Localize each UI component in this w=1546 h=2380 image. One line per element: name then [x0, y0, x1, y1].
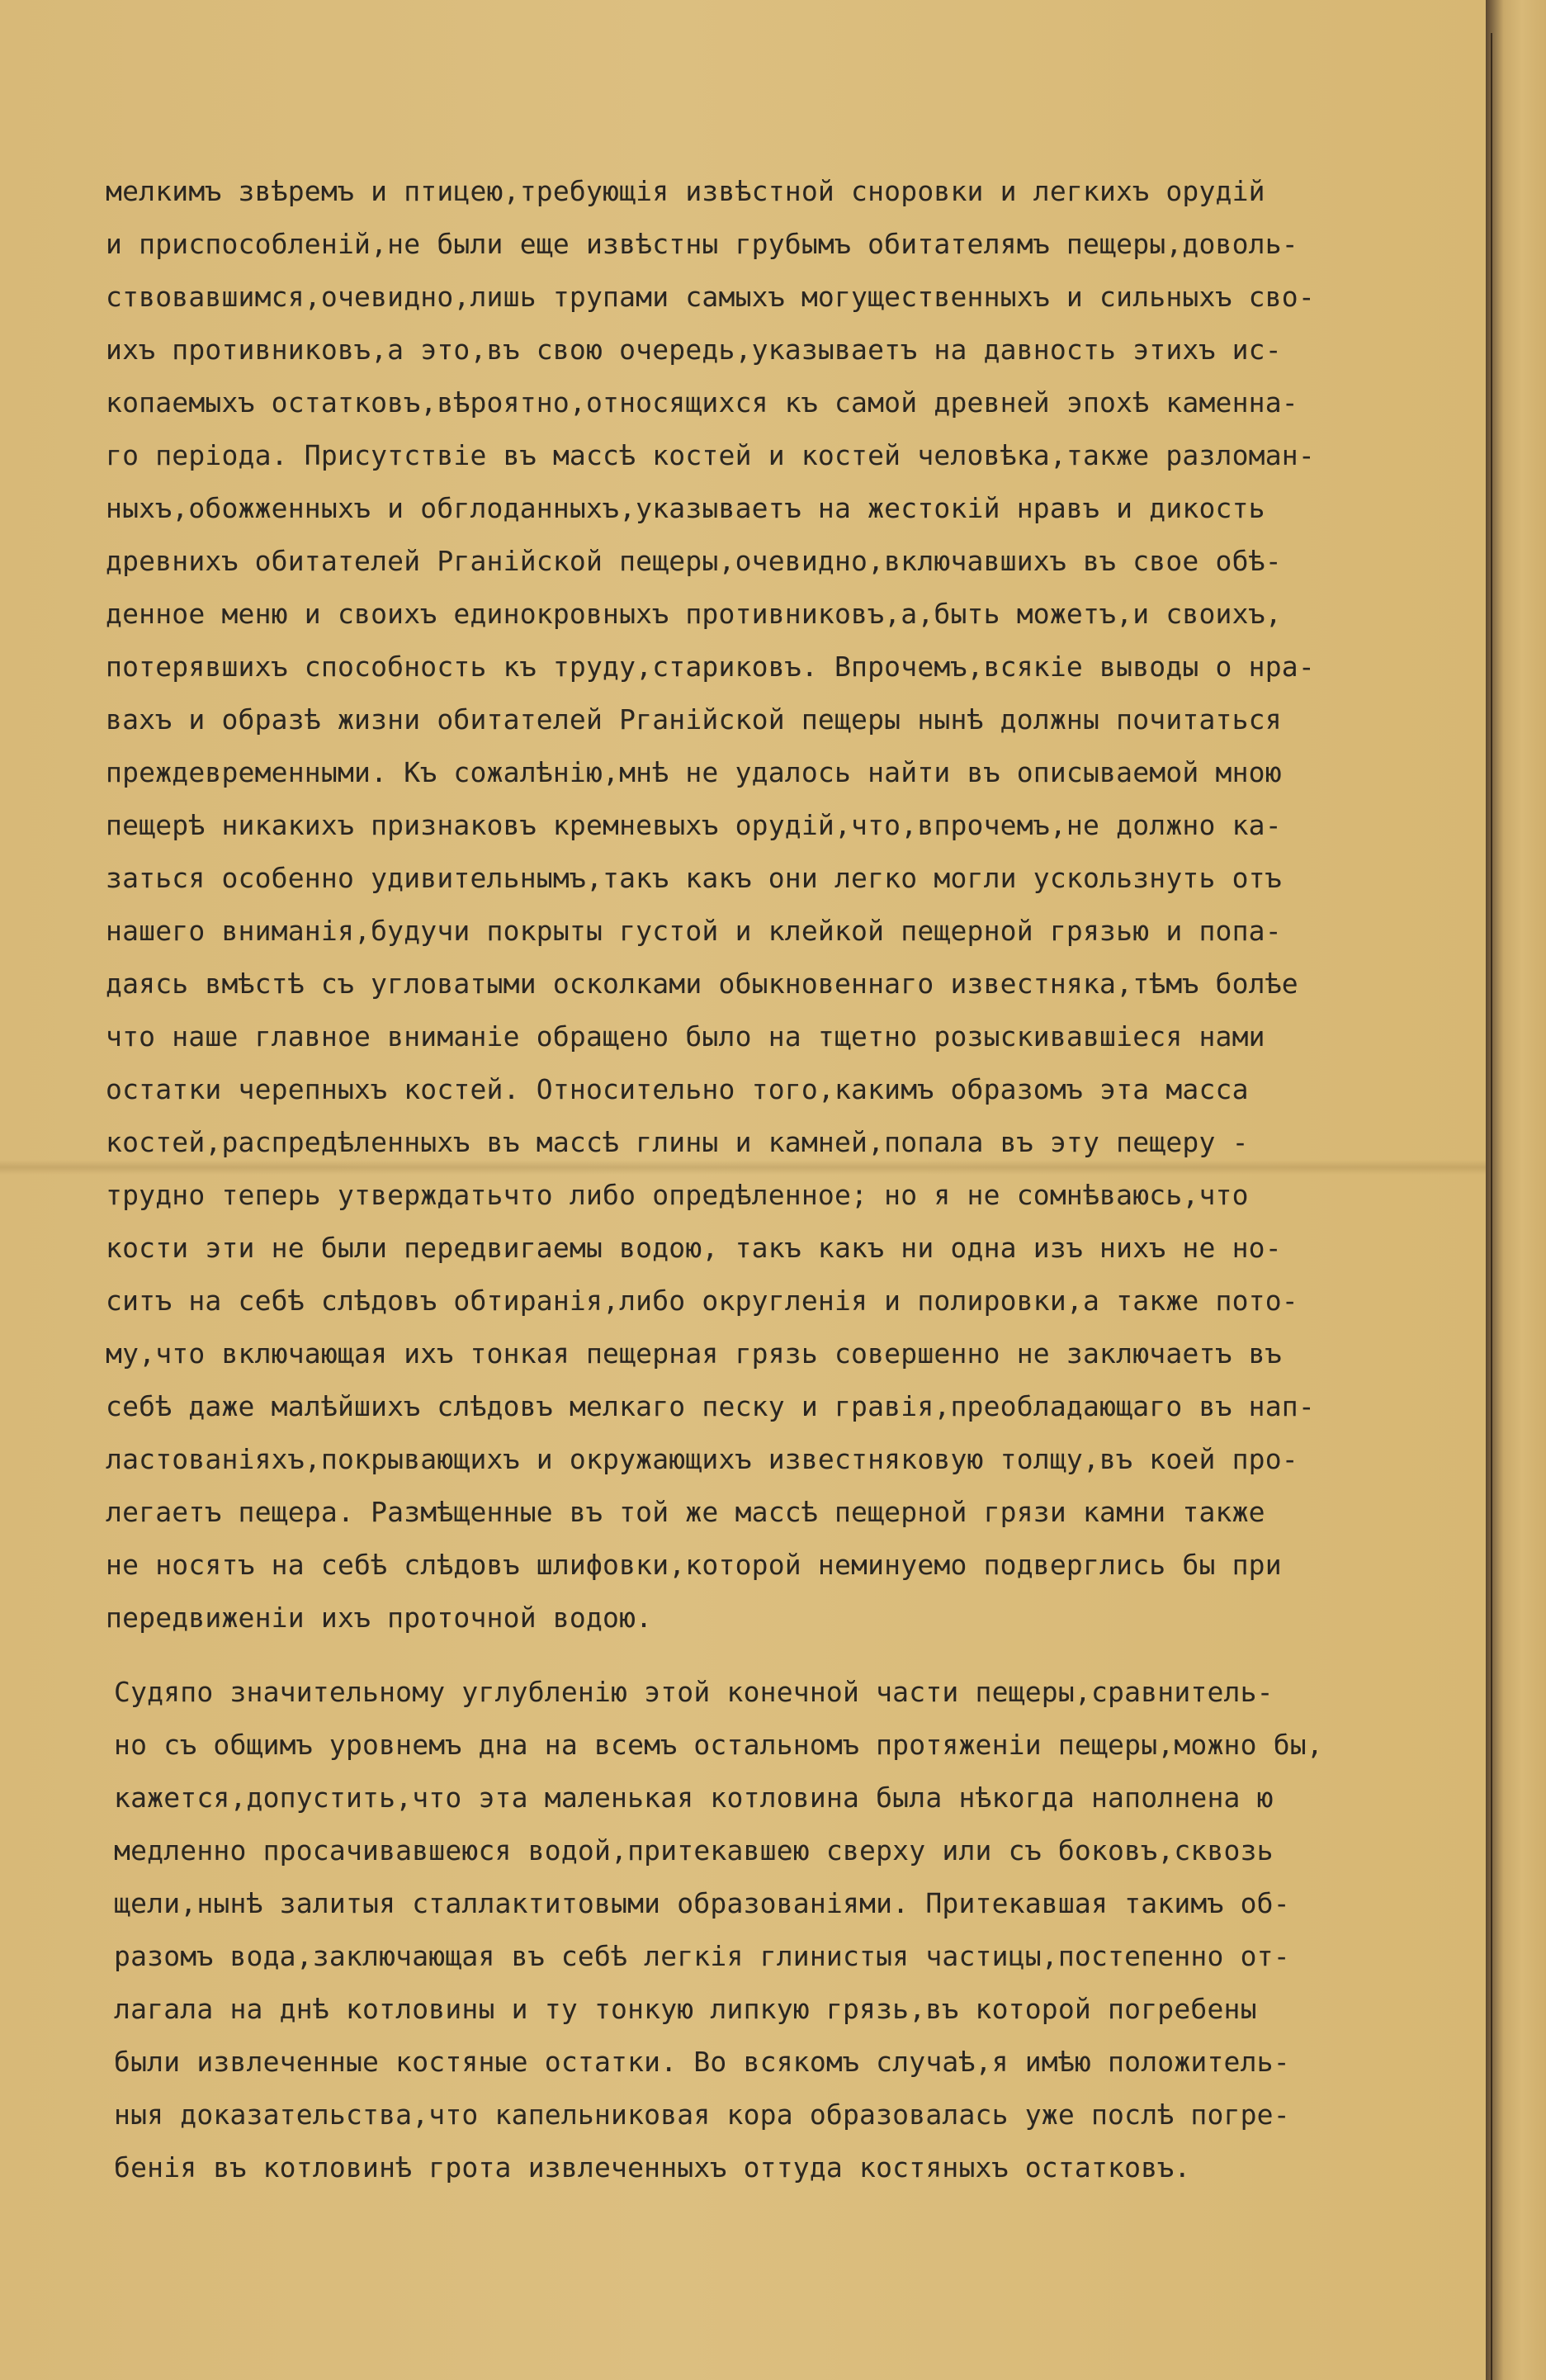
text-line: ситъ на себѣ слѣдовъ обтиранія,либо округленія и полировки,а также пото- [106, 1285, 1298, 1317]
text-line: легаетъ пещера. Размѣщенные въ той же массѣ пещерной грязи камни также [106, 1496, 1265, 1528]
text-line: пещерѣ никакихъ признаковъ кремневыхъ орудій,что,впрочемъ,не должно ка- [106, 809, 1282, 841]
text-line: му,что включающая ихъ тонкая пещерная грязь совершенно не заключаетъ въ [106, 1337, 1282, 1370]
paragraph-2 [106, 1666, 1443, 2194]
typed-text-block [106, 165, 1443, 2194]
text-line: были извлеченные костяные остатки. Во всякомъ случаѣ,я имѣю положитель- [114, 2046, 1290, 2078]
text-line: разомъ вода,заключающая въ себѣ легкія глинистыя частицы,постепенно от- [114, 1940, 1290, 1972]
text-line: трудно теперь утверждатьчто либо опредѣленное; но я не сомнѣваюсь,что [106, 1179, 1249, 1211]
text-line: и приспособленій,не были еще извѣстны грубымъ обитателямъ пещеры,доволь- [106, 228, 1298, 260]
paragraph-1 [106, 165, 1443, 1644]
text-line: щели,нынѣ залитыя сталлактитовыми образованіями. Притекавшая такимъ об- [114, 1887, 1290, 1919]
text-line: себѣ даже малѣйшихъ слѣдовъ мелкаго песку и гравія,преобладающаго въ нап- [106, 1390, 1315, 1422]
text-line: древнихъ обитателей Рганійской пещеры,очевидно,включавшихъ въ свое обѣ- [106, 545, 1282, 577]
text-line: передвиженіи ихъ проточной водою. [106, 1602, 653, 1634]
text-line: нашего вниманія,будучи покрыты густой и клейкой пещерной грязью и попа- [106, 915, 1282, 947]
text-line: костей,распредѣленныхъ въ массѣ глины и камней,попала въ эту пещеру - [106, 1126, 1249, 1158]
text-line: копаемыхъ остатковъ,вѣроятно,относящихся къ самой древней эпохѣ каменна- [106, 386, 1298, 419]
text-line: не носятъ на себѣ слѣдовъ шлифовки,которой неминуемо подверглись бы при [106, 1549, 1282, 1581]
adjacent-page-edge [1486, 0, 1546, 2380]
text-line: ихъ противниковъ,а это,въ свою очередь,указываетъ на давность этихъ ис- [106, 334, 1282, 366]
text-line: остатки черепныхъ костей. Относительно того,какимъ образомъ эта масса [106, 1073, 1249, 1105]
text-line: ластованіяхъ,покрывающихъ и окружающихъ известняковую толщу,въ коей про- [106, 1443, 1298, 1475]
text-line: медленно просачивавшеюся водой,притекавшею сверху или съ боковъ,сквозь [114, 1834, 1274, 1867]
text-line: потерявшихъ способность къ труду,стариковъ. Впрочемъ,всякіе выводы о нра- [106, 651, 1315, 683]
text-line: мелкимъ звѣремъ и птицею,требующія извѣстной сноровки и легкихъ орудій [106, 175, 1265, 207]
text-line: преждевременными. Къ сожалѣнію,мнѣ не удалось найти въ описываемой мною [106, 756, 1282, 788]
text-line: лагала на днѣ котловины и ту тонкую липкую грязь,въ которой погребены [114, 1993, 1257, 2025]
text-line: что наше главное вниманіе обращено было на тщетно розыскивавшіеся нами [106, 1020, 1265, 1053]
text-line: ныя доказательства,что капельниковая кора образовалась уже послѣ погре- [114, 2098, 1290, 2131]
page-edge-shadow [1491, 33, 1492, 2380]
text-line: го періода. Присутствіе въ массѣ костей и костей человѣка,также разломан- [106, 439, 1315, 471]
text-line: денное меню и своихъ единокровныхъ противниковъ,а,быть можетъ,и своихъ, [106, 598, 1282, 630]
text-line: но съ общимъ уровнемъ дна на всемъ остальномъ протяженіи пещеры,можно бы, [114, 1729, 1323, 1761]
text-line: кости эти не были передвигаемы водою, такъ какъ ни одна изъ нихъ не но- [106, 1232, 1282, 1264]
text-line: вахъ и образѣ жизни обитателей Рганійской пещеры нынѣ должны почитаться [106, 703, 1282, 736]
text-line: бенія въ котловинѣ грота извлеченныхъ оттуда костяныхъ остатковъ. [114, 2151, 1191, 2184]
text-line: ныхъ,обожженныхъ и обглоданныхъ,указываетъ на жестокій нравъ и дикость [106, 492, 1265, 524]
text-line: даясь вмѣстѣ съ угловатыми осколками обыкновеннаго известняка,тѣмъ болѣе [106, 968, 1298, 1000]
text-line: Судяпо значительному углубленію этой конечной части пещеры,сравнитель- [114, 1676, 1274, 1708]
text-line: заться особенно удивительнымъ,такъ какъ они легко могли ускользнуть отъ [106, 862, 1282, 894]
paragraph-gap [106, 1644, 1443, 1666]
text-line: ствовавшимся,очевидно,лишь трупами самыхъ могущественныхъ и сильныхъ сво- [106, 281, 1315, 313]
text-line: кажется,допустить,что эта маленькая котловина была нѣкогда наполнена ю [114, 1781, 1274, 1814]
